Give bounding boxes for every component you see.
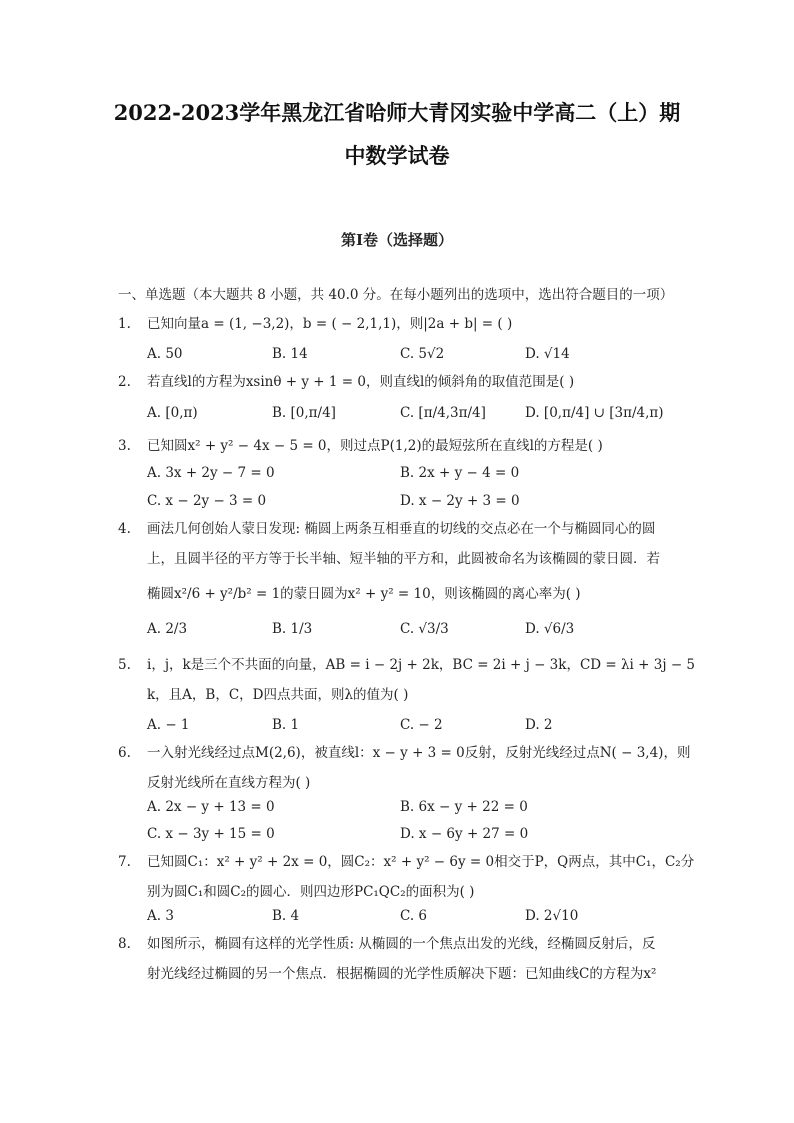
question-3-options-row-1 <box>147 459 687 487</box>
question-6 <box>118 738 691 798</box>
question-number: 4. <box>118 521 131 537</box>
option-c: C. − 2 <box>400 717 443 733</box>
option-d: D. x − 6y + 27 = 0 <box>400 826 529 842</box>
option-a: A. 2/3 <box>147 621 188 637</box>
question-text: 已知向量a = (1, −3,2)，b = ( − 2,1,1)，则|2a + b| = ( ) <box>147 316 513 332</box>
option-a: A. 50 <box>147 346 183 362</box>
option-b: B. 1 <box>272 717 300 733</box>
option-b: B. 1/3 <box>272 621 313 637</box>
question-2 <box>118 367 678 397</box>
question-text-line: 画法几何创始人蒙日发现: 椭圆上两条互相垂直的切线的交点必在一个与椭圆同心的圆 <box>147 521 656 537</box>
question-text-line: 上，且圆半径的平方等于长半轴、短半轴的平方和，此圆被命名为该椭圆的蒙日圆．若 <box>147 551 660 567</box>
question-1 <box>118 309 678 339</box>
question-text-line: 别为圆C₁和圆C₂的圆心．则四边形PC₁QC₂的面积为( ) <box>147 884 475 900</box>
option-d: D. 2 <box>525 717 553 733</box>
option-a: A. [0,π) <box>147 405 198 421</box>
exam-title-line-2: 中数学试卷 <box>344 143 450 168</box>
question-number: 5. <box>118 657 131 673</box>
option-a: A. 3x + 2y − 7 = 0 <box>147 465 275 481</box>
question-number: 6. <box>118 745 131 761</box>
question-text-line: k，且A，B，C，D四点共面，则λ的值为( ) <box>147 687 409 703</box>
section-header: 一、单选题（本大题共 8 小题，共 40.0 分。在每小题列出的选项中，选出符合题目的一项） <box>118 287 674 303</box>
question-text-line: 如图所示，椭圆有这样的光学性质: 从椭圆的一个焦点出发的光线，经椭圆反射后，反 <box>147 936 656 952</box>
option-c: C. √3/3 <box>400 621 449 637</box>
question-4-options <box>147 615 687 643</box>
option-b: B. [0,π/4] <box>272 405 336 421</box>
option-b: B. 6x − y + 22 = 0 <box>400 799 528 815</box>
option-d: D. √14 <box>525 346 570 362</box>
question-text-line: i，j，k是三个不共面的向量，AB = i − 2j + 2k，BC = 2i + j − 3k，CD = λi + 3j − 5 <box>147 657 696 673</box>
question-number: 2. <box>118 374 131 390</box>
option-c: C. x − 3y + 15 = 0 <box>147 826 275 842</box>
question-text-line: 反射光线所在直线方程为( ) <box>147 775 311 791</box>
question-5 <box>118 650 696 710</box>
option-c: C. 5√2 <box>400 346 445 362</box>
question-6-options-row-1 <box>147 793 687 821</box>
option-a: A. 2x − y + 13 = 0 <box>147 799 275 815</box>
question-text-line: 射光线经过椭圆的另一个焦点．根据椭圆的光学性质解决下题：已知曲线C的方程为x² <box>147 966 657 982</box>
option-c: C. x − 2y − 3 = 0 <box>147 493 267 509</box>
option-b: B. 2x + y − 4 = 0 <box>400 465 520 481</box>
question-6-options-row-2 <box>147 820 687 848</box>
question-text-line: 一入射光线经过点M(2,6)，被直线l：x − y + 3 = 0反射，反射光线经过点N( − 3,4)，则 <box>147 745 691 761</box>
option-b: B. 4 <box>272 908 300 924</box>
question-text: 已知圆x² + y² − 4x − 5 = 0，则过点P(1,2)的最短弦所在直线l的方程是( ) <box>147 438 603 454</box>
option-d: D. x − 2y + 3 = 0 <box>400 493 520 509</box>
option-d: D. √6/3 <box>525 621 575 637</box>
option-d: D. [0,π/4] ∪ [3π/4,π) <box>525 405 664 421</box>
question-number: 8. <box>118 936 131 952</box>
question-number: 3. <box>118 438 131 454</box>
option-c: C. 6 <box>400 908 428 924</box>
question-7-options <box>147 902 687 930</box>
part-label: 第Ⅰ卷（选择题） <box>340 231 454 249</box>
option-c: C. [π/4,3π/4] <box>400 405 486 421</box>
option-a: A. 3 <box>147 908 174 924</box>
exam-title-line-1: 2022-2023学年黑龙江省哈师大青冈实验中学高二（上）期 <box>113 100 681 125</box>
question-number: 7. <box>118 854 131 870</box>
question-1-options <box>147 340 687 368</box>
question-4 <box>118 514 678 614</box>
option-a: A. − 1 <box>147 717 190 733</box>
question-3-options-row-2 <box>147 487 687 515</box>
question-8 <box>118 929 678 989</box>
question-7 <box>118 847 695 907</box>
question-3 <box>118 431 678 461</box>
question-text-line: 椭圆x²/6 + y²/b² = 1的蒙日圆为x² + y² = 10，则该椭圆的离心率为( ) <box>147 586 581 602</box>
question-text: 若直线l的方程为xsinθ + y + 1 = 0，则直线l的倾斜角的取值范围是( ) <box>147 374 575 390</box>
question-number: 1. <box>118 316 131 332</box>
option-b: B. 14 <box>272 346 308 362</box>
option-d: D. 2√10 <box>525 908 579 924</box>
question-2-options <box>147 399 687 427</box>
question-5-options <box>147 711 687 739</box>
question-text-line: 已知圆C₁：x² + y² + 2x = 0，圆C₂：x² + y² − 6y = 0相交于P，Q两点，其中C₁，C₂分 <box>147 854 695 870</box>
